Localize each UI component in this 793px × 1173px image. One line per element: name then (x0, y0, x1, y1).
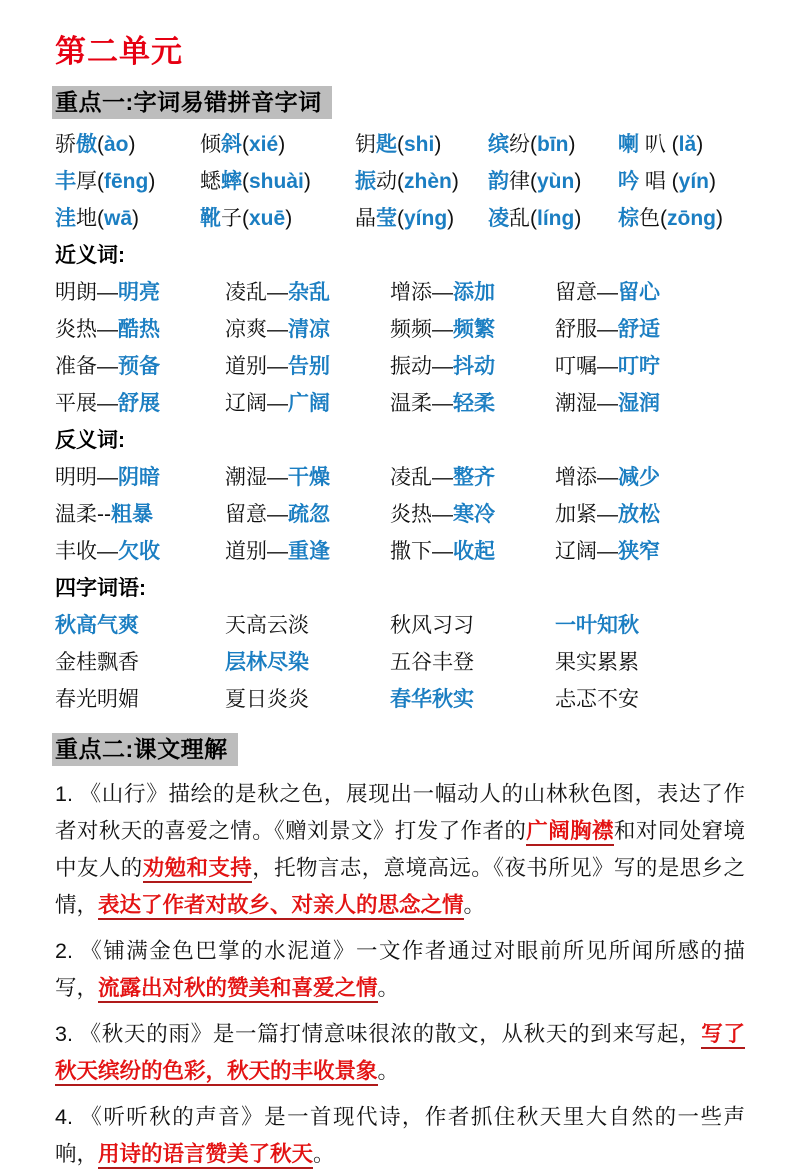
highlighted-text: 广阔胸襟 (526, 819, 614, 846)
idiom-plain: 忐忑不安 (555, 688, 639, 712)
key-character: 凌 (488, 207, 509, 231)
base-word: 道别— (225, 540, 288, 564)
pinyin-word (55, 202, 200, 232)
key-character: 喇 (618, 133, 639, 157)
section-pinyin-header: 重点一:字词易错拼音字词 (52, 86, 332, 119)
key-character: lǎ (678, 133, 697, 157)
synonym-word: 明亮 (118, 281, 160, 305)
key-character: 靴 (200, 207, 221, 231)
pinyin-word (355, 128, 488, 158)
plain-character: ) (568, 133, 576, 157)
plain-character: 钥 (355, 133, 376, 157)
key-character: ào (104, 133, 129, 157)
base-word: 凉爽— (225, 318, 288, 342)
idioms-table (55, 606, 745, 717)
pinyin-word (488, 128, 618, 158)
idiom (390, 609, 555, 639)
word-pair (390, 276, 555, 306)
plain-character: ) (132, 207, 140, 231)
base-word: 平展— (55, 392, 118, 416)
word-pair (555, 535, 745, 565)
key-character: fēng (104, 170, 149, 194)
synonym-word: 清凉 (288, 318, 330, 342)
base-word: 温柔— (390, 392, 453, 416)
plain-character: ) (447, 207, 455, 231)
plain-character: 骄 (55, 133, 76, 157)
base-word: 增添— (555, 466, 618, 490)
key-character: 蟀 (221, 170, 242, 194)
plain-character: 纷 (509, 133, 530, 157)
antonym-row (55, 532, 745, 569)
word-pair (225, 350, 390, 380)
word-pair (55, 461, 225, 491)
plain-character: ) (278, 133, 286, 157)
idiom-row (55, 643, 745, 680)
word-pair (225, 498, 390, 528)
base-word: 撒下— (390, 540, 453, 564)
plain-character: 厚 (76, 170, 97, 194)
synonym-word: 舒展 (118, 392, 160, 416)
key-character: 棕 (618, 207, 639, 231)
antonym-word: 欠收 (118, 540, 160, 564)
plain-character: ) (696, 133, 704, 157)
idiom (555, 683, 745, 713)
pinyin-word (200, 202, 355, 232)
base-word: 增添— (390, 281, 453, 305)
plain-character: ) (128, 133, 136, 157)
plain-character: ) (715, 207, 723, 231)
plain-character: ( (530, 207, 537, 231)
antonym-word: 收起 (453, 540, 495, 564)
pinyin-word (200, 165, 355, 195)
body-text: 。 (313, 1141, 335, 1166)
plain-character: ( (242, 170, 249, 194)
comprehension-paragraph (55, 776, 745, 924)
plain-character: ( (397, 170, 404, 194)
pinyin-word (618, 128, 745, 158)
antonym-word: 干燥 (288, 466, 330, 490)
pinyin-word (355, 202, 488, 232)
plain-character: ( (530, 170, 537, 194)
base-word: 加紧— (555, 503, 618, 527)
antonym-row (55, 495, 745, 532)
key-character: 洼 (55, 207, 76, 231)
base-word: 辽阔— (225, 392, 288, 416)
word-pair (55, 535, 225, 565)
word-pair (390, 350, 555, 380)
pinyin-word (618, 165, 745, 195)
base-word: 准备— (55, 355, 118, 379)
idiom-plain: 夏日炎炎 (225, 688, 309, 712)
plain-character: ) (574, 207, 582, 231)
idiom (390, 683, 555, 713)
key-character: 莹 (376, 207, 397, 231)
plain-character: ) (303, 170, 311, 194)
highlighted-text: 劝勉和支持 (143, 856, 253, 883)
key-character: shi (404, 133, 435, 157)
antonym-word: 粗暴 (111, 503, 153, 527)
synonym-row (55, 310, 745, 347)
word-pair (55, 313, 225, 343)
synonym-word: 杂乱 (288, 281, 330, 305)
key-character: zōng (667, 207, 716, 231)
comprehension-paragraph (55, 933, 745, 1007)
synonym-word: 轻柔 (453, 392, 495, 416)
word-pair (55, 276, 225, 306)
plain-character: 律 (509, 170, 530, 194)
highlighted-text: 流露出对秋的赞美和喜爱之情 (98, 976, 378, 1003)
key-character: 丰 (55, 170, 76, 194)
comprehension-paragraph (55, 1099, 745, 1173)
synonym-word: 抖动 (453, 355, 495, 379)
pinyin-row (55, 162, 745, 199)
word-pair (555, 350, 745, 380)
key-character: 吟 (618, 170, 639, 194)
key-character: yín (678, 170, 710, 194)
synonym-word: 广阔 (288, 392, 330, 416)
idiom-plain: 秋风习习 (390, 614, 474, 638)
antonym-word: 狭窄 (618, 540, 660, 564)
key-character: 缤 (488, 133, 509, 157)
comprehension-paragraphs (55, 776, 745, 1173)
idiom-plain: 金桂飘香 (55, 651, 139, 675)
plain-character: ( (97, 133, 104, 157)
base-word: 明明— (55, 466, 118, 490)
base-word: 道别— (225, 355, 288, 379)
base-word: 温柔-- (55, 503, 111, 527)
base-word: 明朗— (55, 281, 118, 305)
base-word: 凌乱— (390, 466, 453, 490)
idiom (555, 646, 745, 676)
plain-character: ( (660, 207, 667, 231)
key-character: shuài (249, 170, 304, 194)
plain-character: 动 (376, 170, 397, 194)
pinyin-word (488, 202, 618, 232)
word-pair (55, 350, 225, 380)
word-pair (225, 461, 390, 491)
key-character: líng (537, 207, 575, 231)
word-pair (225, 276, 390, 306)
word-pair (225, 387, 390, 417)
antonym-word: 减少 (618, 466, 660, 490)
plain-character: 叭 (639, 133, 672, 157)
word-pair (225, 535, 390, 565)
plain-character: ) (709, 170, 717, 194)
key-character: 傲 (76, 133, 97, 157)
word-pair (555, 461, 745, 491)
plain-character: 唱 (639, 170, 672, 194)
base-word: 炎热— (55, 318, 118, 342)
antonym-word: 寒冷 (453, 503, 495, 527)
synonym-word: 添加 (453, 281, 495, 305)
idiom (225, 646, 390, 676)
pinyin-word (55, 128, 200, 158)
plain-character: ( (397, 207, 404, 231)
base-word: 潮湿— (225, 466, 288, 490)
key-character: xié (249, 133, 279, 157)
idiom-plain: 天高云淡 (225, 614, 309, 638)
plain-character: ) (434, 133, 442, 157)
plain-character: ( (242, 133, 249, 157)
synonym-word: 叮咛 (618, 355, 660, 379)
idiom (555, 609, 745, 639)
base-word: 潮湿— (555, 392, 618, 416)
key-character: wā (104, 207, 133, 231)
body-text: 。 (377, 1058, 400, 1083)
antonym-row (55, 458, 745, 495)
body-text: ，托物言志，意境高远。《夜书所见》写的是思乡之情， (55, 855, 745, 917)
idiom (225, 609, 390, 639)
pinyin-word-table (55, 125, 745, 236)
idiom-highlight: 秋高气爽 (55, 614, 139, 638)
body-text: 。 (463, 892, 486, 917)
antonym-word: 阴暗 (118, 466, 160, 490)
plain-character: ) (148, 170, 156, 194)
idiom-plain: 五谷丰登 (390, 651, 474, 675)
pinyin-word (355, 165, 488, 195)
key-character: bīn (537, 133, 569, 157)
base-word: 辽阔— (555, 540, 618, 564)
base-word: 炎热— (390, 503, 453, 527)
key-character: 匙 (376, 133, 397, 157)
highlighted-text: 表达了作者对故乡、对亲人的思念之情 (98, 893, 464, 920)
plain-character: ) (574, 170, 582, 194)
plain-character: 蟋 (200, 170, 221, 194)
plain-character: ( (530, 133, 537, 157)
word-pair (555, 276, 745, 306)
synonym-row (55, 384, 745, 421)
plain-character: ( (97, 170, 104, 194)
idiom (55, 683, 225, 713)
section-comprehension-header: 重点二:课文理解 (52, 733, 238, 766)
idiom (55, 646, 225, 676)
idiom-highlight: 春华秋实 (390, 688, 474, 712)
idiom-highlight: 一叶知秋 (555, 614, 639, 638)
synonym-word: 告别 (288, 355, 330, 379)
idiom (225, 683, 390, 713)
base-word: 舒服— (555, 318, 618, 342)
idiom-plain: 春光明媚 (55, 688, 139, 712)
synonyms-table (55, 273, 745, 421)
key-character: xuē (249, 207, 286, 231)
synonym-word: 频繁 (453, 318, 495, 342)
plain-character: 乱 (509, 207, 530, 231)
idioms-label: 四字词语: (55, 577, 146, 601)
synonym-word: 湿润 (618, 392, 660, 416)
plain-character: ( (242, 207, 249, 231)
body-text: 和对同处窘境中友人的 (55, 818, 745, 880)
key-character: 斜 (221, 133, 242, 157)
synonym-word: 留心 (618, 281, 660, 305)
base-word: 叮嘱— (555, 355, 618, 379)
word-pair (390, 535, 555, 565)
plain-character: 晶 (355, 207, 376, 231)
key-character: 韵 (488, 170, 509, 194)
word-pair (555, 313, 745, 343)
synonym-row (55, 347, 745, 384)
antonyms-label: 反义词: (55, 429, 125, 453)
synonym-word: 预备 (118, 355, 160, 379)
antonym-word: 重逢 (288, 540, 330, 564)
plain-character: ) (451, 170, 459, 194)
page-title: 第二单元 (55, 34, 183, 69)
key-character: zhèn (404, 170, 452, 194)
antonyms-table (55, 458, 745, 569)
base-word: 留意— (225, 503, 288, 527)
base-word: 留意— (555, 281, 618, 305)
base-word: 凌乱— (225, 281, 288, 305)
body-text: 1. 《山行》描绘的是秋之色，展现出一幅动人的山林秋色图，表达了作者对秋天的喜爱之情。《赠刘景文》打发了作者的 (55, 781, 745, 843)
idiom (55, 609, 225, 639)
plain-character: 子 (221, 207, 242, 231)
idiom-row (55, 606, 745, 643)
key-character: yùn (537, 170, 575, 194)
pinyin-word (618, 202, 745, 232)
base-word: 振动— (390, 355, 453, 379)
synonym-word: 舒适 (618, 318, 660, 342)
comprehension-paragraph (55, 1016, 745, 1090)
body-text: 。 (377, 975, 400, 1000)
idiom (390, 646, 555, 676)
plain-character: ( (397, 133, 404, 157)
plain-character: ( (671, 133, 679, 157)
antonym-word: 放松 (618, 503, 660, 527)
body-text: 2. 《铺满金色巴掌的水泥道》一文作者通过对眼前所见所闻所感的描写， (55, 938, 745, 1000)
base-word: 丰收— (55, 540, 118, 564)
idiom-plain: 果实累累 (555, 651, 639, 675)
highlighted-text: 用诗的语言赞美了秋天 (98, 1142, 313, 1169)
pinyin-word (200, 128, 355, 158)
pinyin-word (55, 165, 200, 195)
key-character: yíng (404, 207, 448, 231)
word-pair (390, 313, 555, 343)
plain-character: 色 (639, 207, 660, 231)
word-pair (55, 498, 225, 528)
word-pair (555, 498, 745, 528)
synonym-word: 酷热 (118, 318, 160, 342)
body-text: 4. 《听听秋的声音》是一首现代诗，作者抓住秋天里大自然的一些声响， (55, 1104, 745, 1166)
plain-character: ) (285, 207, 293, 231)
plain-character: ( (97, 207, 104, 231)
synonym-row (55, 273, 745, 310)
base-word: 频频— (390, 318, 453, 342)
pinyin-word (488, 165, 618, 195)
idiom-highlight: 层林尽染 (225, 651, 309, 675)
word-pair (390, 387, 555, 417)
plain-character: 倾 (200, 133, 221, 157)
pinyin-row (55, 199, 745, 236)
word-pair (55, 387, 225, 417)
antonym-word: 整齐 (453, 466, 495, 490)
idiom-row (55, 680, 745, 717)
word-pair (555, 387, 745, 417)
antonym-word: 疏忽 (288, 503, 330, 527)
highlighted-text: 写了秋天缤纷的色彩，秋天的丰收景象 (55, 1022, 745, 1086)
word-pair (390, 461, 555, 491)
plain-character: ( (671, 170, 679, 194)
key-character: 振 (355, 170, 376, 194)
word-pair (390, 498, 555, 528)
synonyms-label: 近义词: (55, 244, 125, 268)
plain-character: 地 (76, 207, 97, 231)
word-pair (225, 313, 390, 343)
body-text: 3. 《秋天的雨》是一篇打情意味很浓的散文，从秋天的到来写起， (55, 1021, 702, 1046)
pinyin-row (55, 125, 745, 162)
